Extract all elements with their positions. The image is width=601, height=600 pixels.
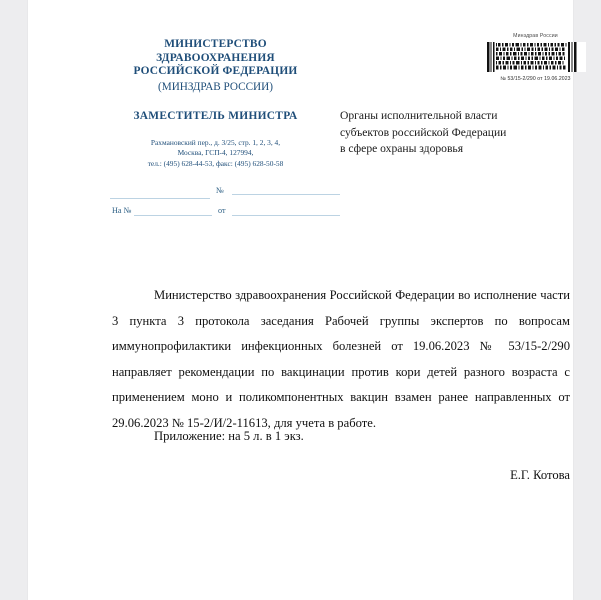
attachment-note: Приложение: на 5 л. в 1 экз. xyxy=(154,429,304,443)
body-paragraph: Министерство здравоохранения Российской Федерации во исполнение части 3 пункта 3 протокола заседания Рабочей группы экспертов по вопросам иммунопрофилактики инфекционных болезней от 19.06.2023 № 53/15-2/290 направляет рекомендации по вакцинации против кори детей разного возраста с применением моно и поликомпонентных вакцин взамен ранее направленных от 29.06.2023 № 15-2/И/2-11613, для учета в работе. xyxy=(112,288,570,430)
signatory-post: ЗАМЕСТИТЕЛЬ МИНИСТРА xyxy=(133,109,298,122)
document-page xyxy=(28,0,573,600)
address-line-1: Рахмановский пер., д. 3/25, стр. 1, 2, 3, 4, xyxy=(150,137,281,147)
reference-form xyxy=(112,188,340,222)
stamp-reference: № 53/15-2/290 от 19.06.2023 xyxy=(500,76,571,82)
ministry-title-line-1: МИНИСТЕРСТВО xyxy=(164,38,267,50)
address-line-3: тел.: (495) 628-44-53, факс: (495) 628-50-58 xyxy=(147,158,284,168)
incoming-number-label: На № xyxy=(112,206,132,215)
registration-stamp xyxy=(478,33,593,82)
incoming-date-label: от xyxy=(218,206,226,215)
address-line-2: Москва, ГСП-4, 127994, xyxy=(177,148,254,158)
reference-form-row-outgoing xyxy=(112,188,340,202)
ministry-title xyxy=(108,38,323,79)
signature-name: Е.Г. Котова xyxy=(510,468,570,482)
addressee-line-2: субъектов российской Федерации xyxy=(340,125,507,139)
barcode-2d-icon xyxy=(486,42,586,72)
ministry-title-line-3: РОССИЙСКОЙ ФЕДЕРАЦИИ xyxy=(133,65,298,78)
addressee-block xyxy=(340,108,575,158)
incoming-date-line xyxy=(232,215,340,216)
outgoing-date-line xyxy=(110,198,210,199)
addressee-line-3: в сфере охраны здоровья xyxy=(340,142,464,156)
ministry-title-line-2: ЗДРАВООХРАНЕНИЯ xyxy=(156,51,275,64)
addressee-line-1: Органы исполнительной власти xyxy=(340,109,498,122)
ministry-address xyxy=(108,138,323,169)
letterhead-block xyxy=(108,38,323,169)
ministry-subtitle: (МИНЗДРАВ РОССИИ) xyxy=(158,80,273,93)
stamp-caption: Минздрав России xyxy=(513,33,558,39)
outgoing-number-line xyxy=(232,194,340,195)
outgoing-number-label: № xyxy=(216,186,224,195)
reference-form-row-incoming xyxy=(112,203,340,217)
incoming-number-line xyxy=(134,215,212,216)
